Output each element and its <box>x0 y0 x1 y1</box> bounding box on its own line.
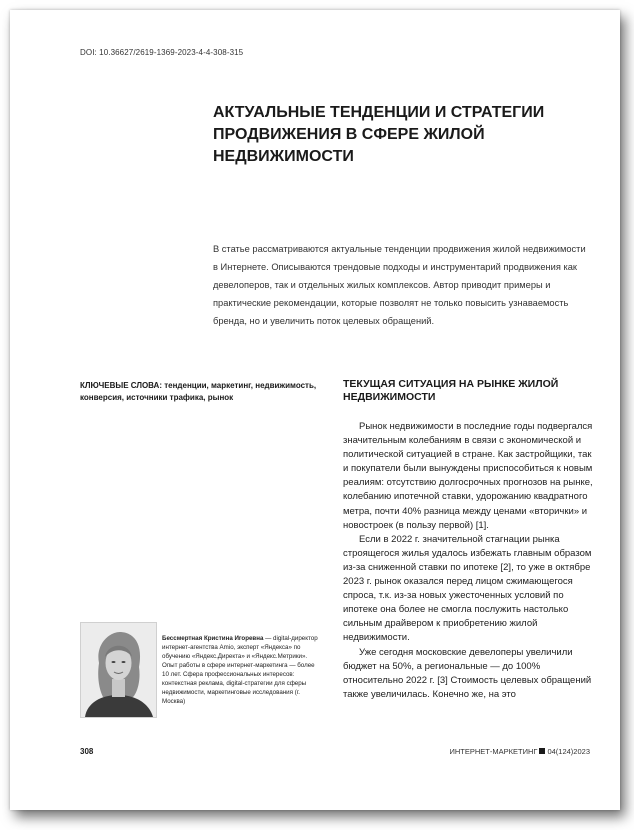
author-name: Бессмертная Кристина Игоревна <box>162 635 264 642</box>
author-bio: — digital-директор интернет-агентства Amio, эксперт «Яндекса» по обучению «Яндекс.Директа» и «Яндекс.Метрики». Опыт работы в сфере интернет-маркетинга — более 10 лет. Сфера профессиональных интересов: контекстная реклама, digital-стратегии для сферы недвижимости, маркетинговые исследования (г. Москва) <box>162 635 318 705</box>
keywords-values: тенденции, маркетинг, недвижимость, конверсия, источники трафика, рынок <box>80 381 317 402</box>
body-paragraph: Если в 2022 г. значительной стагнации рынка строящегося жилья удалось избежать главным образом из-за сниженной ставки по ипотеке [2], то уже в октябре 2023 г. рынок оказался перед лицом сжимающегося спроса, т.к. из-за новых ужесточенных условий по ипотеке она более не смогла послужить настолько сильным драйвером к приобретению жилой недвижимости. <box>343 533 592 644</box>
keywords-block <box>80 380 320 404</box>
author-portrait-icon <box>81 623 156 717</box>
body-column <box>343 420 598 702</box>
body-paragraph: Рынок недвижимости в последние годы подвергался значительным колебаниям в связи с экономической и политической ситуацией в стране. Как застройщики, так и покупатели были вынуждены приспособиться к новым реалиям: отсутствию долгосрочных прогнозов на рынке, колебанию ипотечной ставки, удорожанию квадратного метра, почти 40% разница между ценами «вторички» и новостроек (в пользу первой) [1]. <box>343 421 593 531</box>
journal-page <box>10 10 620 810</box>
page-number: 308 <box>80 747 94 756</box>
keywords-label: КЛЮЧЕВЫЕ СЛОВА: <box>80 381 162 390</box>
section-title: ТЕКУЩАЯ СИТУАЦИЯ НА РЫНКЕ ЖИЛОЙ НЕДВИЖИМОСТИ <box>343 378 559 403</box>
author-photo <box>80 622 157 718</box>
article-title: АКТУАЛЬНЫЕ ТЕНДЕНЦИИ И СТРАТЕГИИ ПРОДВИЖЕНИЯ В СФЕРЕ ЖИЛОЙ НЕДВИЖИМОСТИ <box>213 104 545 165</box>
abstract: В статье рассматриваются актуальные тенденции продвижения жилой недвижимости в Интернете. Описываются трендовые подходы и инструментарий продвижения как девелоперов, так и отдельных жилых комплексов. Автор приводит примеры и практические рекомендации, которые позволят не только повысить узнаваемость бренда, но и увеличить поток целевых обращений. <box>213 244 586 326</box>
journal-issue: 04(124)2023 <box>547 747 590 756</box>
journal-footer <box>449 747 590 756</box>
journal-name: ИНТЕРНЕТ-МАРКЕТИНГ <box>449 747 538 756</box>
square-icon <box>539 748 545 754</box>
body-paragraph: Уже сегодня московские девелоперы увеличили бюджет на 50%, а региональные — до 100% относительно 2022 г. [3] Стоимость целевых обращений также увеличилась. Конечно же, на это <box>343 646 592 700</box>
doi-line: DOI: 10.36627/2619-1369-2023-4-4-308-315 <box>80 48 244 57</box>
author-info <box>162 634 322 706</box>
